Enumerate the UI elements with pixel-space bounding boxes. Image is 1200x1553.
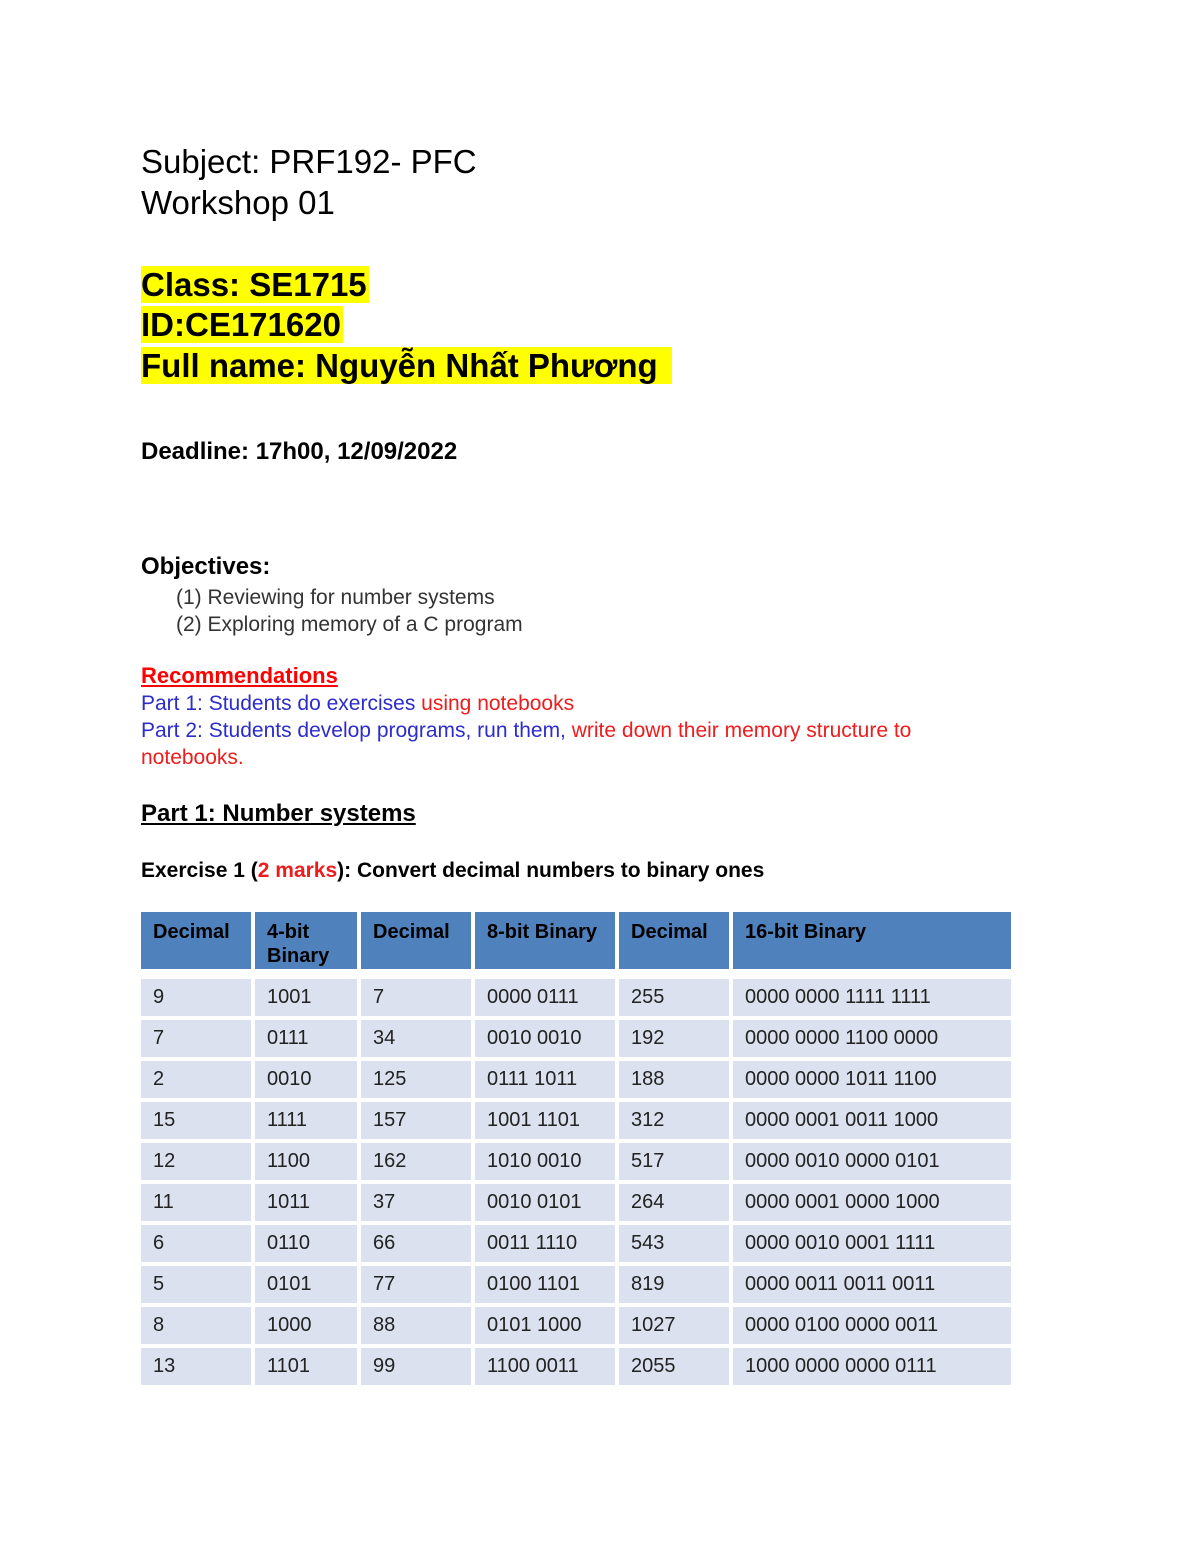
table-cell: 0000 0011 0011 0011: [733, 1266, 1011, 1303]
table-cell: 0010: [255, 1061, 357, 1098]
class-info: [141, 265, 369, 305]
column-header: Decimal: [619, 912, 729, 969]
table-cell: 77: [361, 1266, 471, 1303]
table-cell: 543: [619, 1225, 729, 1262]
table-cell: 9: [141, 979, 251, 1016]
name-text: Full name: Nguyễn Nhất Phương: [141, 347, 672, 384]
table-cell: 517: [619, 1143, 729, 1180]
table-cell: 8: [141, 1307, 251, 1344]
objective-item: (2) Exploring memory of a C program: [176, 613, 523, 636]
table-cell: 34: [361, 1020, 471, 1057]
table-cell: 7: [141, 1020, 251, 1057]
recommendation-part2-highlight: write down their memory structure to: [571, 719, 912, 742]
table-cell: 0000 0000 1100 0000: [733, 1020, 1011, 1057]
objectives-title: Objectives:: [141, 553, 271, 580]
table-cell: 37: [361, 1184, 471, 1221]
table-cell: 0000 0000 1111 1111: [733, 979, 1011, 1016]
table-cell: 0000 0010 0000 0101: [733, 1143, 1011, 1180]
id-text: ID:CE171620: [141, 306, 341, 343]
recommendation-part2: [141, 717, 1021, 744]
table-cell: 0000 0001 0000 1000: [733, 1184, 1011, 1221]
table-row: [141, 1184, 1011, 1221]
table-cell: 264: [619, 1184, 729, 1221]
table-cell: 1010 0010: [475, 1143, 615, 1180]
table-cell: 0000 0001 0011 1000: [733, 1102, 1011, 1139]
recommendations-title: Recommendations: [141, 663, 338, 688]
table-cell: 0010 0010: [475, 1020, 615, 1057]
table-cell: 192: [619, 1020, 729, 1057]
table-row: [141, 1307, 1011, 1344]
table-cell: 2055: [619, 1348, 729, 1385]
table-cell: 0011 1110: [475, 1225, 615, 1262]
table-cell: 11: [141, 1184, 251, 1221]
column-header: 16-bit Binary: [733, 912, 1011, 969]
table-cell: 12: [141, 1143, 251, 1180]
table-cell: 125: [361, 1061, 471, 1098]
table-cell: 0000 0010 0001 1111: [733, 1225, 1011, 1262]
table-row: [141, 1102, 1011, 1139]
table-cell: 0000 0100 0000 0011: [733, 1307, 1011, 1344]
table-cell: 819: [619, 1266, 729, 1303]
part1-heading: Part 1: Number systems: [141, 800, 416, 827]
table-cell: 188: [619, 1061, 729, 1098]
table-cell: 312: [619, 1102, 729, 1139]
table-cell: 1111: [255, 1102, 357, 1139]
table-cell: 5: [141, 1266, 251, 1303]
objective-item: (1) Reviewing for number systems: [176, 586, 495, 609]
table-cell: 0110: [255, 1225, 357, 1262]
table-cell: 0101: [255, 1266, 357, 1303]
recommendation-part1-highlight: using notebooks: [421, 692, 575, 715]
column-header: 8-bit Binary: [475, 912, 615, 969]
table-cell: 1011: [255, 1184, 357, 1221]
recommendation-part1-text: Part 1: Students do exercises: [141, 692, 422, 715]
table-cell: 15: [141, 1102, 251, 1139]
table-cell: 1101: [255, 1348, 357, 1385]
class-text: Class: SE1715: [141, 266, 367, 303]
table-cell: 7: [361, 979, 471, 1016]
table-cell: 0111: [255, 1020, 357, 1057]
table-cell: 1100: [255, 1143, 357, 1180]
table-cell: 255: [619, 979, 729, 1016]
table-cell: 1000 0000 0000 0111: [733, 1348, 1011, 1385]
table-cell: 1001 1101: [475, 1102, 615, 1139]
table-row: [141, 1266, 1011, 1303]
table-cell: 0000 0000 1011 1100: [733, 1061, 1011, 1098]
table-cell: 0000 0111: [475, 979, 615, 1016]
deadline: Deadline: 17h00, 12/09/2022: [141, 438, 458, 465]
table-cell: 0010 0101: [475, 1184, 615, 1221]
table-cell: 1100 0011: [475, 1348, 615, 1385]
workshop-title: Workshop 01: [141, 184, 335, 221]
table-cell: 99: [361, 1348, 471, 1385]
table-row: [141, 1061, 1011, 1098]
exercise1-marks: 2 marks: [257, 859, 338, 882]
table-cell: 162: [361, 1143, 471, 1180]
table-cell: 0101 1000: [475, 1307, 615, 1344]
id-info: [141, 305, 343, 345]
exercise1-suffix: ): Convert decimal numbers to binary ones: [337, 859, 765, 882]
table-cell: 0111 1011: [475, 1061, 615, 1098]
table-row: [141, 1143, 1011, 1180]
table-cell: 66: [361, 1225, 471, 1262]
recommendation-part2-text: Part 2: Students develop programs, run them,: [141, 719, 572, 742]
table-row: [141, 1225, 1011, 1262]
column-header: Decimal: [141, 912, 251, 969]
subject-title: Subject: PRF192- PFC: [141, 143, 477, 180]
name-info: [141, 346, 672, 386]
table-header-row: [141, 912, 1011, 969]
table-cell: 88: [361, 1307, 471, 1344]
table-cell: 1000: [255, 1307, 357, 1344]
column-header: 4-bit Binary: [255, 912, 357, 969]
table-cell: 2: [141, 1061, 251, 1098]
table-row: [141, 979, 1011, 1016]
table-cell: 1001: [255, 979, 357, 1016]
exercise1-prefix: Exercise 1 (: [141, 859, 258, 882]
table-row: [141, 1348, 1011, 1385]
table-cell: 13: [141, 1348, 251, 1385]
binary-conversion-table: [137, 908, 1015, 1389]
table-cell: 157: [361, 1102, 471, 1139]
table-cell: 6: [141, 1225, 251, 1262]
recommendation-part1: [141, 690, 1021, 717]
column-header: Decimal: [361, 912, 471, 969]
exercise1-heading: [141, 857, 764, 884]
table-cell: 0100 1101: [475, 1266, 615, 1303]
recommendation-part2-continuation: notebooks.: [141, 746, 244, 769]
table-cell: 1027: [619, 1307, 729, 1344]
table-row: [141, 1020, 1011, 1057]
